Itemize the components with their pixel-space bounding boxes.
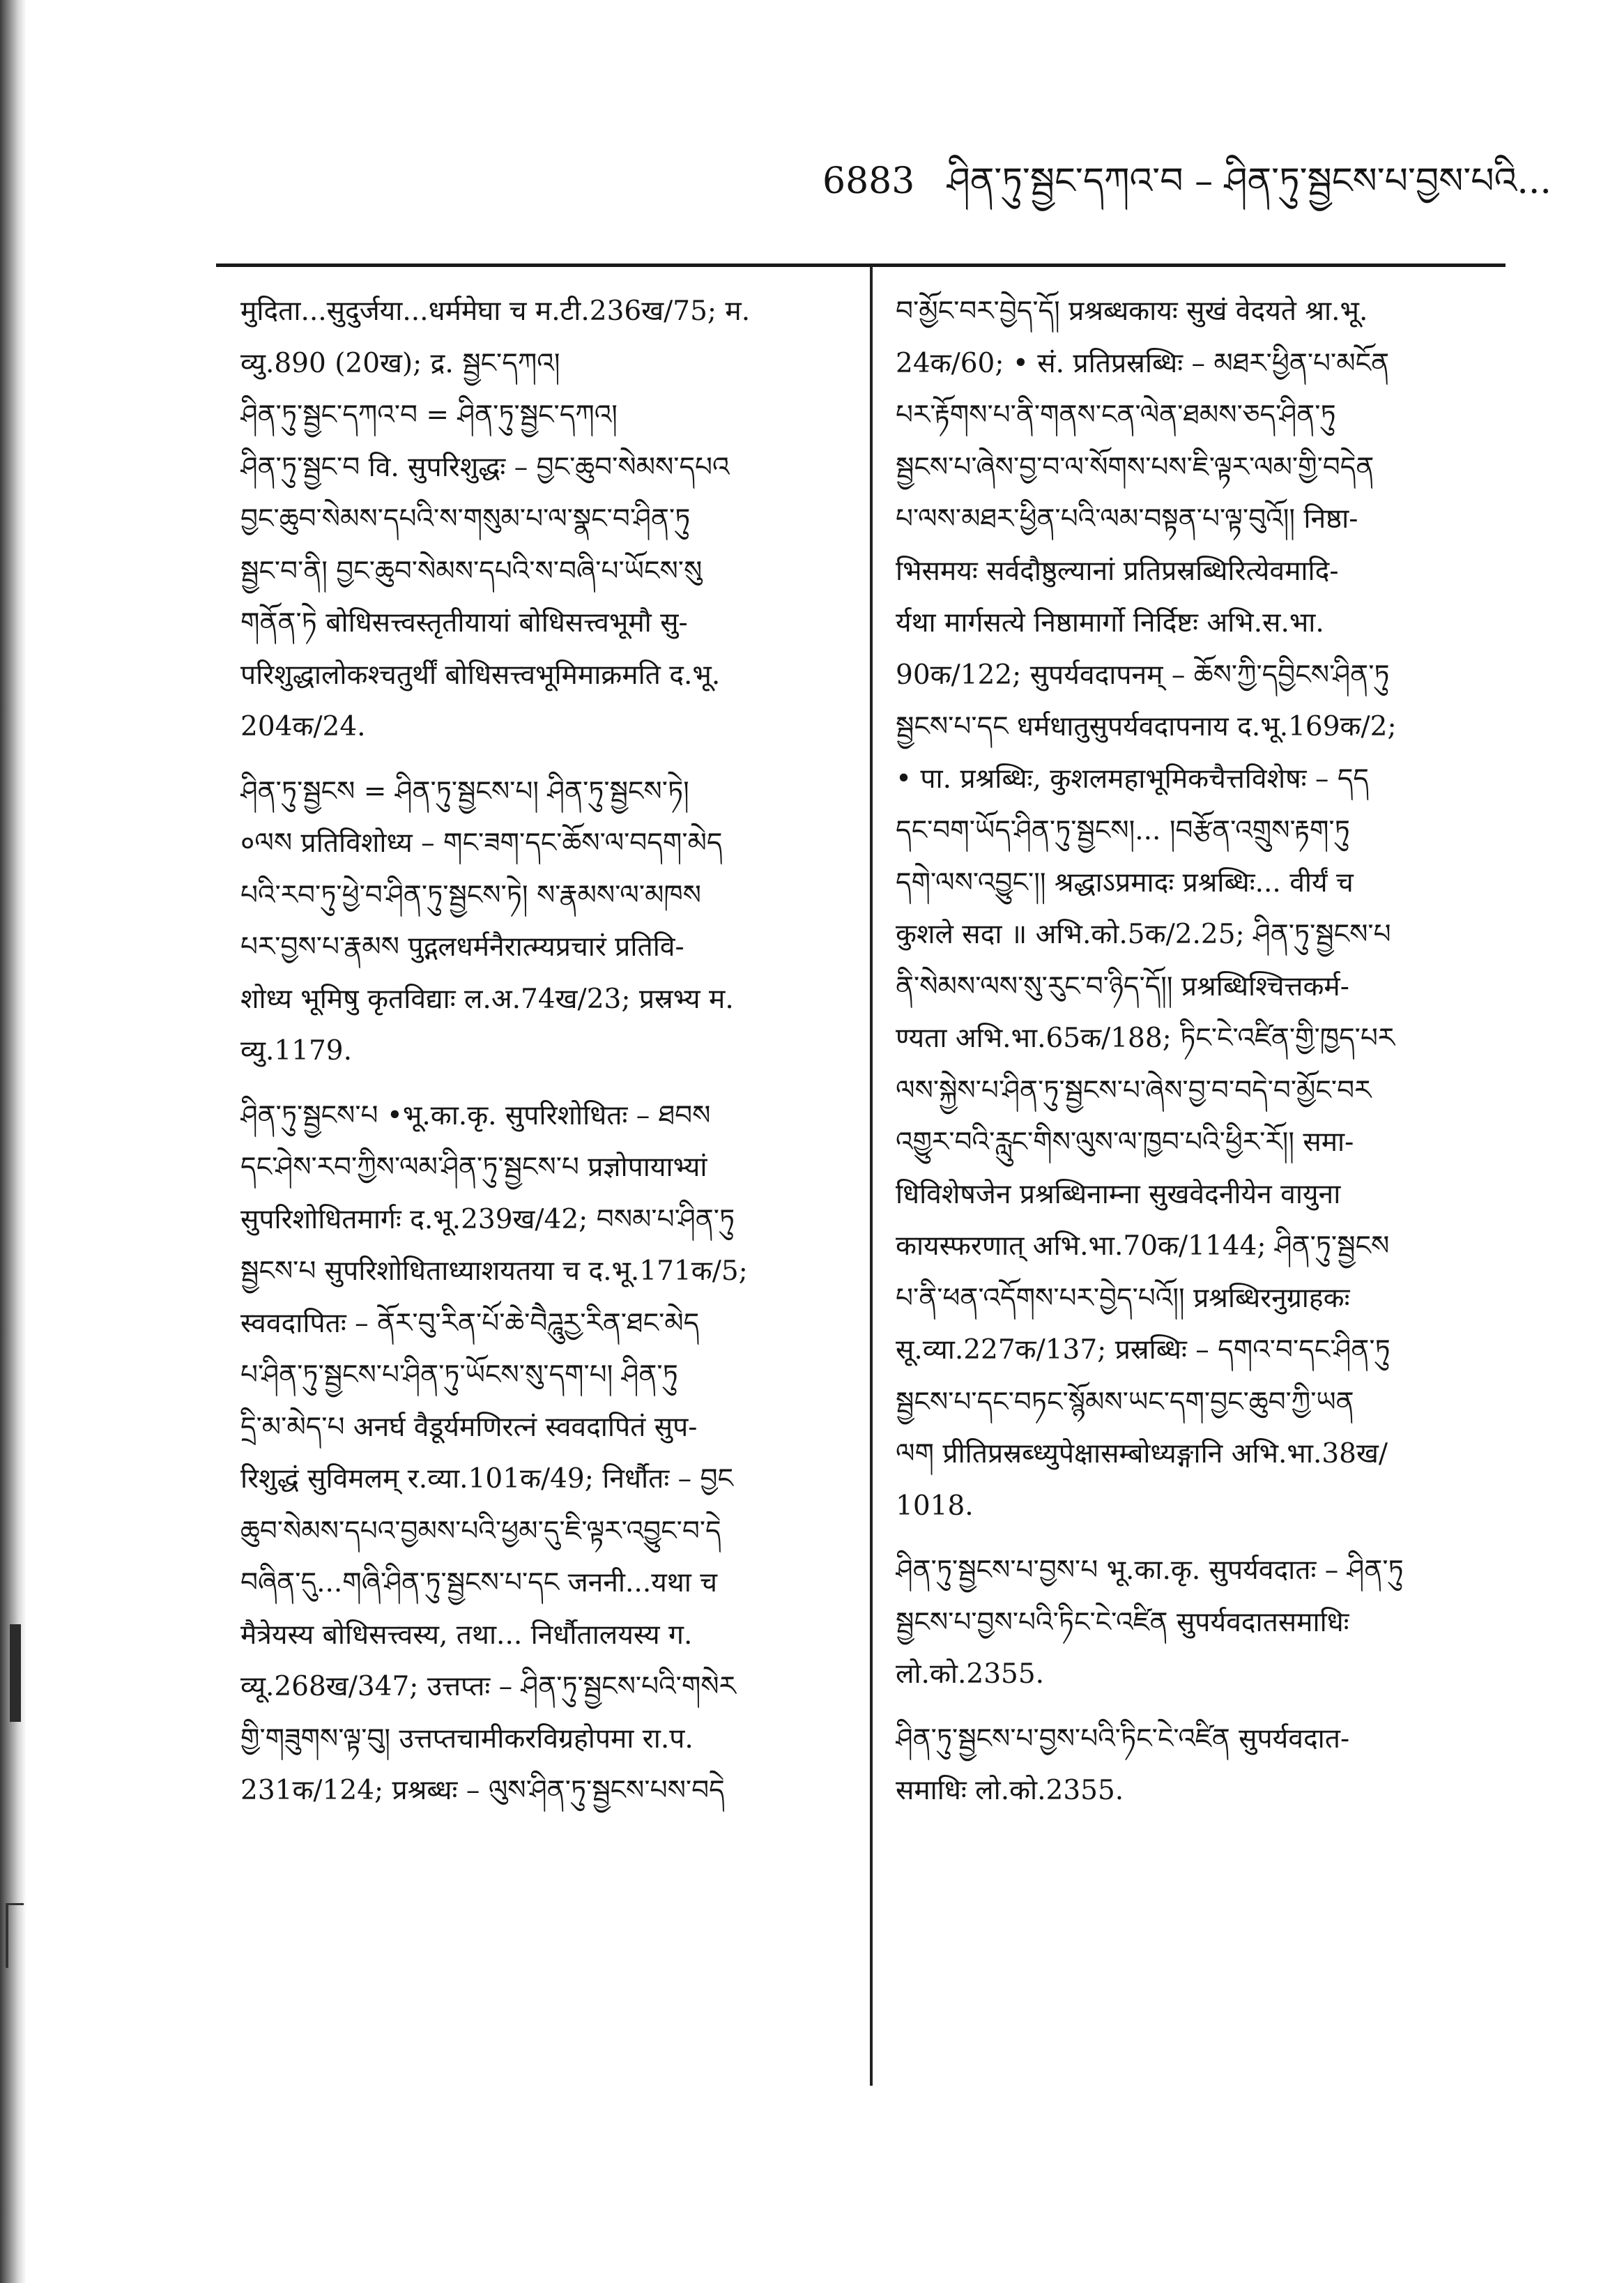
text-line: སྦྱངས་པ་དང་བཏང་སྙོམས་ཡང་དག་བྱང་ཆུབ་ཀྱི་ཡན xyxy=(896,1386,1354,1418)
text-line: सुपरिशोधितमार्गः द.भू.239ख/42; བསམ་པ་ཤིན་ཏུ xyxy=(240,1203,735,1235)
text-line: व्यु.890 (20ख); द्र. སྦྱང་དཀའ། xyxy=(240,347,560,379)
entry-headword-line: ཤིན་ཏུ་སྦྱངས་པ་བྱས་པའི་ཏིང་ངེ་འཛིན सुपर्यवदात- xyxy=(896,1723,1350,1755)
text-line: འགྱུར་བའི་རླུང་གིས་ལུས་ལ་ཁྱབ་པའི་ཕྱིར་རོ།། समा- xyxy=(896,1127,1354,1158)
text-line: ཆུབ་སེམས་དཔའ་བྱམས་པའི་ཕྱམ་དུ་ཇི་ལྟར་འབྱུང་བ་དེ xyxy=(240,1515,721,1547)
page-number: 6883 xyxy=(822,160,915,202)
running-head: ཤིན་ཏུ་སྦྱང་དཀའ་བ – ཤིན་ཏུ་སྦྱངས་པ་བྱས་པའི... xyxy=(947,160,1552,202)
text-line: भिसमयः सर्वदौष्ठुल्यानां प्रतिप्रस्रब्धिरित्येवमादि- xyxy=(896,555,1339,587)
text-line: དང་ཤེས་རབ་ཀྱིས་ལམ་ཤིན་ཏུ་སྦྱངས་པ प्रज्ञोपायाभ्यां xyxy=(240,1152,707,1183)
text-line: ०ལས प्रतिविशोध्य – གང་ཟག་དང་ཆོས་ལ་བདག་མེད xyxy=(240,827,723,859)
entry-headword-line: ཤིན་ཏུ་སྦྱངས་པ •भू.का.कृ. सुपरिशोधितः – ཐབས xyxy=(240,1099,711,1131)
text-line: मुदिता...सुदुर्जया...धर्ममेघा च म.टी.236ख/75; म. xyxy=(240,296,751,327)
text-line: र्यथा मार्गसत्ये निष्ठामार्गो निर्दिष्टः अभि.स.भा. xyxy=(896,607,1324,639)
text-line: 1018. xyxy=(896,1490,974,1522)
text-line: སྦྱངས་པ་བྱས་པའི་ཏིང་ངེ་འཛིན सुपर्यवदातसमाधिः xyxy=(896,1606,1349,1638)
text-line: པའི་རབ་ཏུ་ཕྱེ་བ་ཤིན་ཏུ་སྦྱངས་ཏེ། ས་རྣམས་ལ་མཁས xyxy=(240,879,702,911)
page-header xyxy=(822,150,1552,213)
text-line: པར་རྟོགས་པ་ནི་གནས་ངན་ལེན་ཐམས་ཅད་ཤིན་ཏུ xyxy=(896,399,1336,431)
text-line: དང་བག་ཡོད་ཤིན་ཏུ་སྦྱངས།... །བརྩོན་འགྲུས་རྟག་ཏུ xyxy=(896,815,1350,846)
text-line: ལས་སྐྱེས་པ་ཤིན་ཏུ་སྦྱངས་པ་ཞེས་བྱ་བ་བདེ་བ་མྱོང་བར xyxy=(896,1074,1372,1106)
text-line: 24क/60; • सं. प्रतिप्रस्रब्धिः – མཐར་ཕྱིན་པ་མངོན xyxy=(896,347,1390,379)
text-line: ण्यता अभि.भा.65क/188; ཏིང་ངེ་འཛིན་གྱི་ཁྱད་པར xyxy=(896,1023,1395,1054)
header-rule xyxy=(216,264,1506,267)
text-line: स्ववदापितः – ནོར་བུ་རིན་པོ་ཆེ་བཻཌཱུརྱ་རིན་ཐང་མེད xyxy=(240,1307,700,1339)
text-line: ལག प्रीतिप्रस्रब्ध्युपेक्षासम्बोध्यङ्गानि अभि.भा.38ख/ xyxy=(896,1438,1388,1469)
text-line: སྦྱངས་པ་དང धर्मधातुसुपर्यवदापनाय द.भू.169क/2; xyxy=(896,711,1397,742)
column-divider xyxy=(870,266,873,2086)
text-line: कुशले सदा ॥ अभि.को.5क/2.25; ཤིན་ཏུ་སྦྱངས་པ xyxy=(896,919,1391,950)
text-line: དྲི་མ་མེད་པ अनर्घ वैडूर्यमणिरत्नं स्ववदापितं सुप- xyxy=(240,1411,698,1443)
text-line: པ་ནི་ཕན་འདོགས་པར་བྱེད་པའོ།། प्रश्रब्धिरनुग्राहकः xyxy=(896,1282,1350,1314)
text-line: शोध्य भूमिषु कृतविद्याः ल.अ.74ख/23; प्रस्रभ्य म. xyxy=(240,983,734,1015)
text-line: གནོན་ཏེ बोधिसत्त्वस्तृतीयायां बोधिसत्त्वभूमौ सु- xyxy=(240,607,688,639)
text-line: लो.को.2355. xyxy=(896,1658,1045,1690)
text-line: 90क/122; सुपर्यवदापनम् – ཆོས་ཀྱི་དབྱིངས་ཤིན་ཏུ xyxy=(896,659,1390,691)
text-line: धिविशेषजेन प्रश्रब्धिनाम्ना सुखवेदनीयेन वायुना xyxy=(896,1178,1341,1210)
text-line: सू.व्या.227क/137; प्रस्रब्धिः – དགའ་བ་དང་ཤིན་ཏུ xyxy=(896,1334,1391,1366)
text-line: • पा. प्रश्रब्धिः, कुशलमहाभूमिकचैत्तविशेषः – དད xyxy=(896,763,1369,795)
scan-edge-mark xyxy=(10,1624,21,1722)
left-column xyxy=(240,286,847,1817)
text-line: བ་མྱོང་བར་བྱེད་དོ། प्रश्रब्धकायः सुखं वेदयते श्रा.भू. xyxy=(896,296,1368,327)
text-line: པ་ཤིན་ཏུ་སྦྱངས་པ་ཤིན་ཏུ་ཡོངས་སུ་དག་པ། ཤིན་ཏུ xyxy=(240,1359,678,1391)
text-line: པ་ལས་མཐར་ཕྱིན་པའི་ལམ་བསྟན་པ་ལྟ་བུའོ།། निष्ठा- xyxy=(896,503,1358,535)
text-line: སྦྱང་བ་ནི། བྱང་ཆུབ་སེམས་དཔའི་ས་བཞི་པ་ཡོངས་སུ xyxy=(240,555,703,587)
text-line: སྦྱངས་པ་ཞེས་བྱ་བ་ལ་སོགས་པས་ཇི་ལྟར་ལམ་གྱི་བདེན xyxy=(896,451,1374,483)
text-line: व्यु.1179. xyxy=(240,1035,353,1067)
entry-headword-line: ཤིན་ཏུ་སྦྱང་བ वि. सुपरिशुद्धः – བྱང་ཆུབ་སེམས་དཔའ xyxy=(240,451,730,483)
text-line: པར་བྱས་པ་རྣམས पुद्गलधर्मनैरात्म्यप्रचारं प्रतिवि- xyxy=(240,931,684,963)
text-line: སྦྱངས་པ सुपरिशोधिताध्याशयतया च द.भू.171क/5; xyxy=(240,1255,748,1287)
text-line: कायस्फरणात् अभि.भा.70क/1144; ཤིན་ཏུ་སྦྱངས xyxy=(896,1230,1390,1262)
scan-edge-tick xyxy=(6,1903,24,1968)
text-line: དགེ་ལས་འབྱུང་།། श्रद्धाऽप्रमादः प्रश्रब्धिः... वीर्यं च xyxy=(896,866,1354,899)
text-line: གྱི་གཟུགས་ལྟ་བུ། उत्तप्तचामीकरविग्रहोपमा रा.प. xyxy=(240,1723,694,1755)
text-line: व्यू.268ख/347; उत्तप्तः – ཤིན་ཏུ་སྦྱངས་པའི་གསེར xyxy=(240,1671,736,1702)
entry-headword-line: ཤིན་ཏུ་སྦྱངས་པ་བྱས་པ भू.का.कृ. सुपर्यवदातः – ཤིན་ཏུ xyxy=(896,1555,1404,1586)
right-column xyxy=(896,286,1523,1817)
text-line: रिशुद्धं सुविमलम् र.व्या.101क/49; निर्धौतः – བྱང xyxy=(240,1463,733,1495)
entry-headword-line: ཤིན་ཏུ་སྦྱང་དཀའ་བ = ཤིན་ཏུ་སྦྱང་དཀའ། xyxy=(240,399,618,431)
entry-headword-line: ཤིན་ཏུ་སྦྱངས = ཤིན་ཏུ་སྦྱངས་པ། ཤིན་ཏུ་སྦྱངས་ཏེ། xyxy=(240,775,689,807)
text-line: 204क/24. xyxy=(240,711,366,742)
text-line: परिशुद्धालोकश्चतुर्थीं बोधिसत्त्वभूमिमाक्रमति द.भू. xyxy=(240,659,721,691)
text-line: བྱང་ཆུབ་སེམས་དཔའི་ས་གསུམ་པ་ལ་སྣང་བ་ཤིན་ཏུ xyxy=(240,503,691,535)
text-line: समाधिः लो.को.2355. xyxy=(896,1775,1124,1806)
text-line: मैत्रेयस्य बोधिसत्त्वस्य, तथा... निर्धौतालयस्य ग. xyxy=(240,1619,693,1651)
text-line: བཞིན་དུ...གཞི་ཤིན་ཏུ་སྦྱངས་པ་དང जननी...यथा च xyxy=(240,1567,718,1598)
text-line: 231क/124; प्रश्रब्धः – ལུས་ཤིན་ཏུ་སྦྱངས་པས་བདེ xyxy=(240,1775,725,1806)
text-line: ནི་སེམས་ལས་སུ་རུང་བ་ཉིད་དོ།། प्रश्रब्धिश्चित्तकर्म- xyxy=(896,970,1349,1002)
